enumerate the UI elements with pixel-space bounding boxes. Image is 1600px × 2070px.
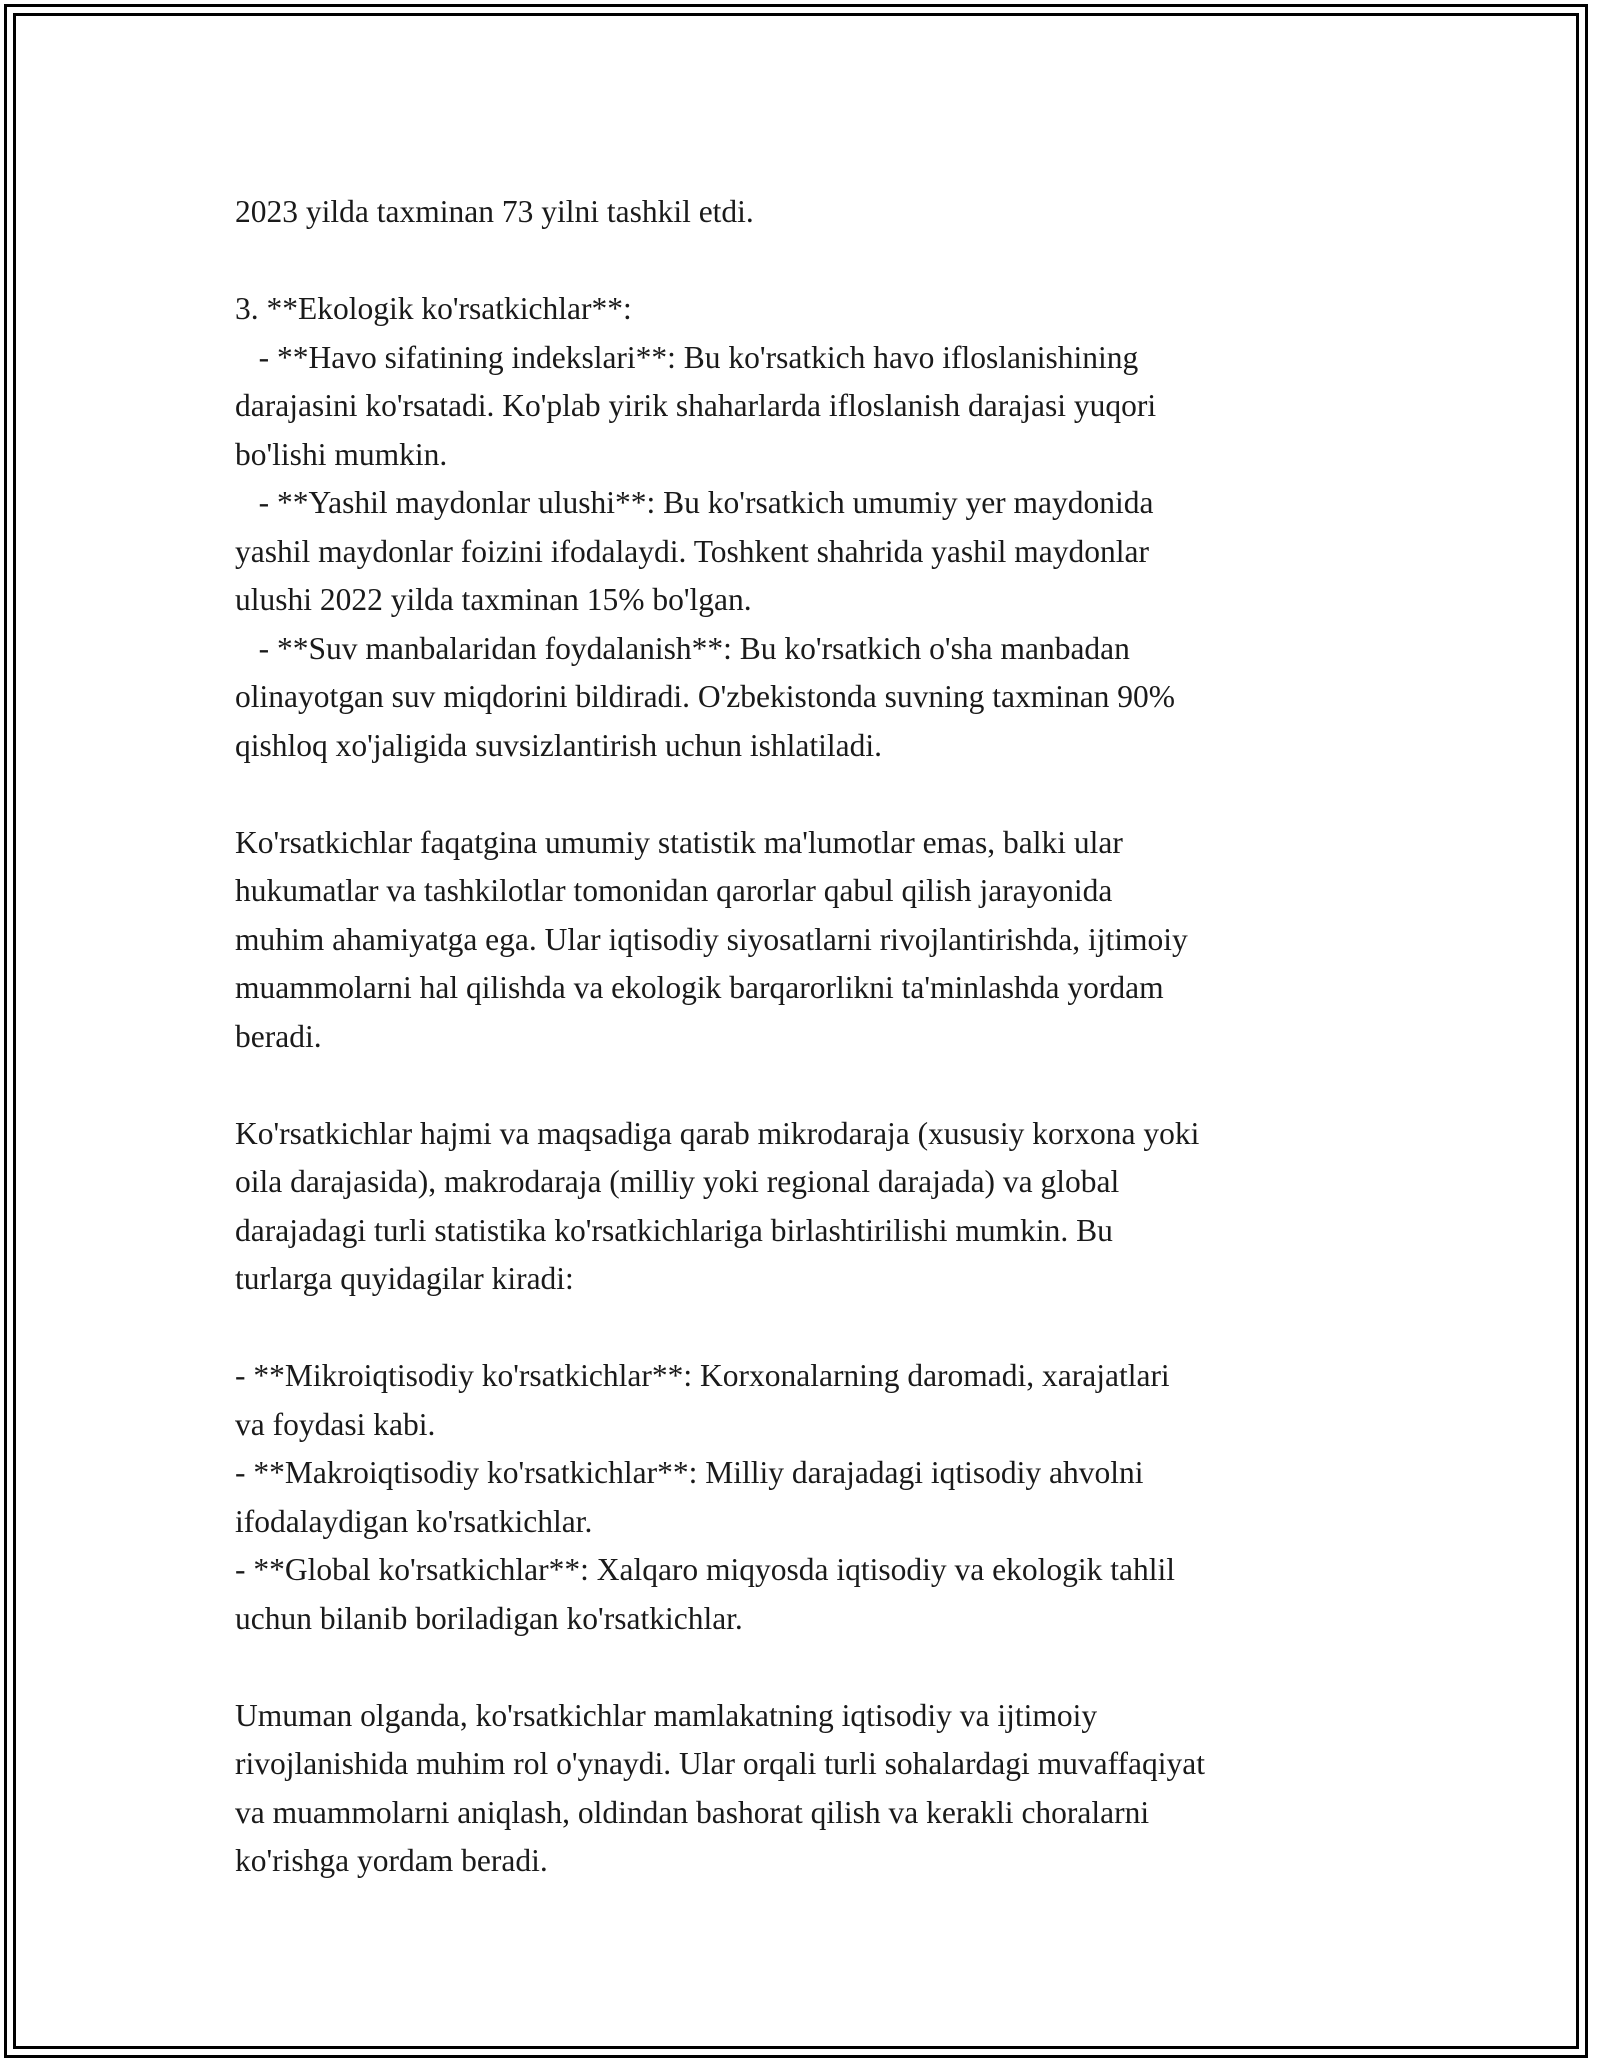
list-item-line: - **Makroiqtisodiy ko'rsatkichlar**: Milliy darajadagi iqtisodiy ahvolni	[235, 1455, 1144, 1490]
text-line: ko'rishga yordam beradi.	[235, 1843, 548, 1878]
list-item-line: - **Global ko'rsatkichlar**: Xalqaro miqyosda iqtisodiy va ekologik tahlil	[235, 1552, 1176, 1587]
text-line: qishloq xo'jaligida suvsizlantirish uchun ishlatiladi.	[235, 727, 882, 763]
paragraph-gap	[235, 237, 1385, 286]
text-line: darajadagi turli statistika ko'rsatkichlariga birlashtirilishi mumkin. Bu	[235, 1212, 1113, 1248]
list-item-line: va foydasi kabi.	[235, 1406, 436, 1442]
paragraph-gap	[235, 770, 1385, 819]
text-line: turlarga quyidagilar kiradi:	[235, 1261, 574, 1296]
text-line: Umuman olganda, ko'rsatkichlar mamlakatning iqtisodiy va ijtimoiy	[235, 1697, 1098, 1733]
paragraph-gap	[235, 1061, 1385, 1110]
text-line: oila darajasida), makrodaraja (milliy yoki regional darajada) va global	[235, 1164, 1120, 1199]
text-line: hukumatlar va tashkilotlar tomonidan qarorlar qabul qilish jarayonida	[235, 873, 1113, 908]
text-line: rivojlanishida muhim rol o'ynaydi. Ular orqali turli sohalardagi muvaffaqiyat	[235, 1746, 1205, 1781]
text-line: ulushi 2022 yilda taxminan 15% bo'lgan.	[235, 582, 752, 617]
text-line: - **Havo sifatining indekslari**: Bu ko'rsatkich havo ifloslanishining	[235, 339, 1139, 375]
paragraph-gap	[235, 1304, 1385, 1353]
text-line: bo'lishi mumkin.	[235, 436, 448, 472]
text-line: darajasini ko'rsatadi. Ko'plab yirik shaharlarda ifloslanish darajasi yuqori	[235, 388, 1157, 423]
text-line: - **Suv manbalaridan foydalanish**: Bu ko'rsatkich o'sha manbadan	[235, 630, 1130, 666]
text-line: beradi.	[235, 1018, 322, 1054]
document-body	[235, 188, 1385, 1886]
text-line: va muammolarni aniqlash, oldindan bashorat qilish va kerakli choralarni	[235, 1794, 1150, 1830]
text-line: muammolarni hal qilishda va ekologik barqarorlikni ta'minlashda yordam	[235, 970, 1164, 1005]
section-heading: 3. **Ekologik ko'rsatkichlar**:	[235, 291, 632, 326]
text-line: - **Yashil maydonlar ulushi**: Bu ko'rsatkich umumiy yer maydonida	[235, 485, 1154, 520]
list-item-line: - **Mikroiqtisodiy ko'rsatkichlar**: Korxonalarning daromadi, xarajatlari	[235, 1358, 1170, 1393]
text-line: Ko'rsatkichlar faqatgina umumiy statistik ma'lumotlar emas, balki ular	[235, 824, 1123, 860]
list-item-line: uchun bilanib boriladigan ko'rsatkichlar.	[235, 1600, 743, 1636]
text-line: olinayotgan suv miqdorini bildiradi. O'zbekistonda suvning taxminan 90%	[235, 679, 1176, 714]
text-line: yashil maydonlar foizini ifodalaydi. Toshkent shahrida yashil maydonlar	[235, 533, 1150, 569]
text-line: 2023 yilda taxminan 73 yilni tashkil etdi.	[235, 194, 754, 229]
paragraph-gap	[235, 1643, 1385, 1692]
list-item-line: ifodalaydigan ko'rsatkichlar.	[235, 1503, 593, 1539]
text-line: Ko'rsatkichlar hajmi va maqsadiga qarab mikrodaraja (xususiy korxona yoki	[235, 1115, 1200, 1151]
text-line: muhim ahamiyatga ega. Ular iqtisodiy siyosatlarni rivojlantirishda, ijtimoiy	[235, 921, 1188, 957]
